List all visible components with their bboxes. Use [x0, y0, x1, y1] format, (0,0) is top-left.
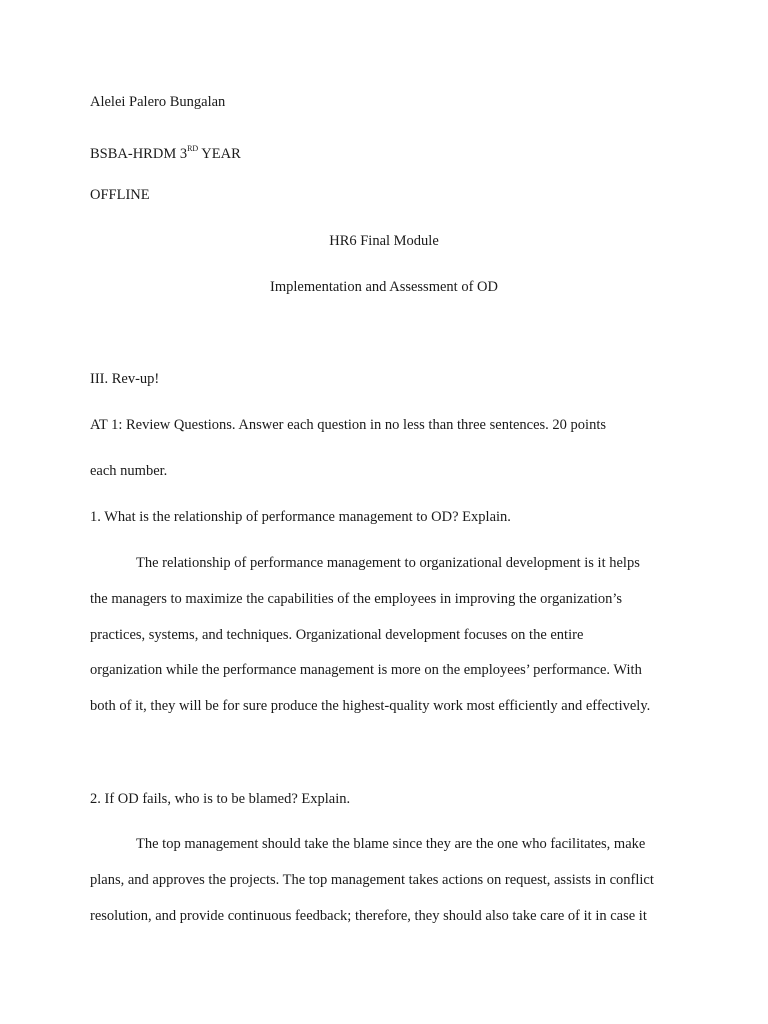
answer-2-line: The top management should take the blame since they are the one who facilitates, make — [136, 836, 646, 852]
answer-1-line: practices, systems, and techniques. Organizational development focuses on the entire — [90, 627, 584, 643]
student-name: Alelei Palero Bungalan — [90, 94, 226, 110]
answer-2-line: resolution, and provide continuous feedback; therefore, they should also take care of it in case it — [90, 908, 647, 924]
answer-1-line: organization while the performance management is more on the employees’ performance. With — [90, 662, 642, 678]
question-1: 1. What is the relationship of performance management to OD? Explain. — [90, 509, 511, 525]
document-title: HR6 Final Module — [329, 233, 439, 249]
question-2: 2. If OD fails, who is to be blamed? Explain. — [90, 791, 351, 807]
answer-1-line: The relationship of performance management to organizational development is it helps — [136, 555, 640, 571]
document-subtitle: Implementation and Assessment of OD — [270, 279, 498, 295]
program-text: BSBA-HRDM 3 — [90, 146, 188, 162]
mode-label: OFFLINE — [90, 187, 150, 203]
section-heading: III. Rev-up! — [90, 371, 160, 387]
program-suffix: YEAR — [198, 146, 241, 162]
instructions-line-2: each number. — [90, 463, 168, 479]
answer-1-line: both of it, they will be for sure produce the highest-quality work most efficiently and effectively. — [90, 698, 651, 714]
answer-2-line: plans, and approves the projects. The top management takes actions on request, assists in conflict — [90, 872, 654, 888]
answer-1-line: the managers to maximize the capabilities of the employees in improving the organization’s — [90, 591, 623, 607]
program-year — [90, 140, 241, 163]
program-superscript: RD — [187, 144, 199, 153]
instructions-line-1: AT 1: Review Questions. Answer each question in no less than three sentences. 20 points — [90, 417, 607, 433]
